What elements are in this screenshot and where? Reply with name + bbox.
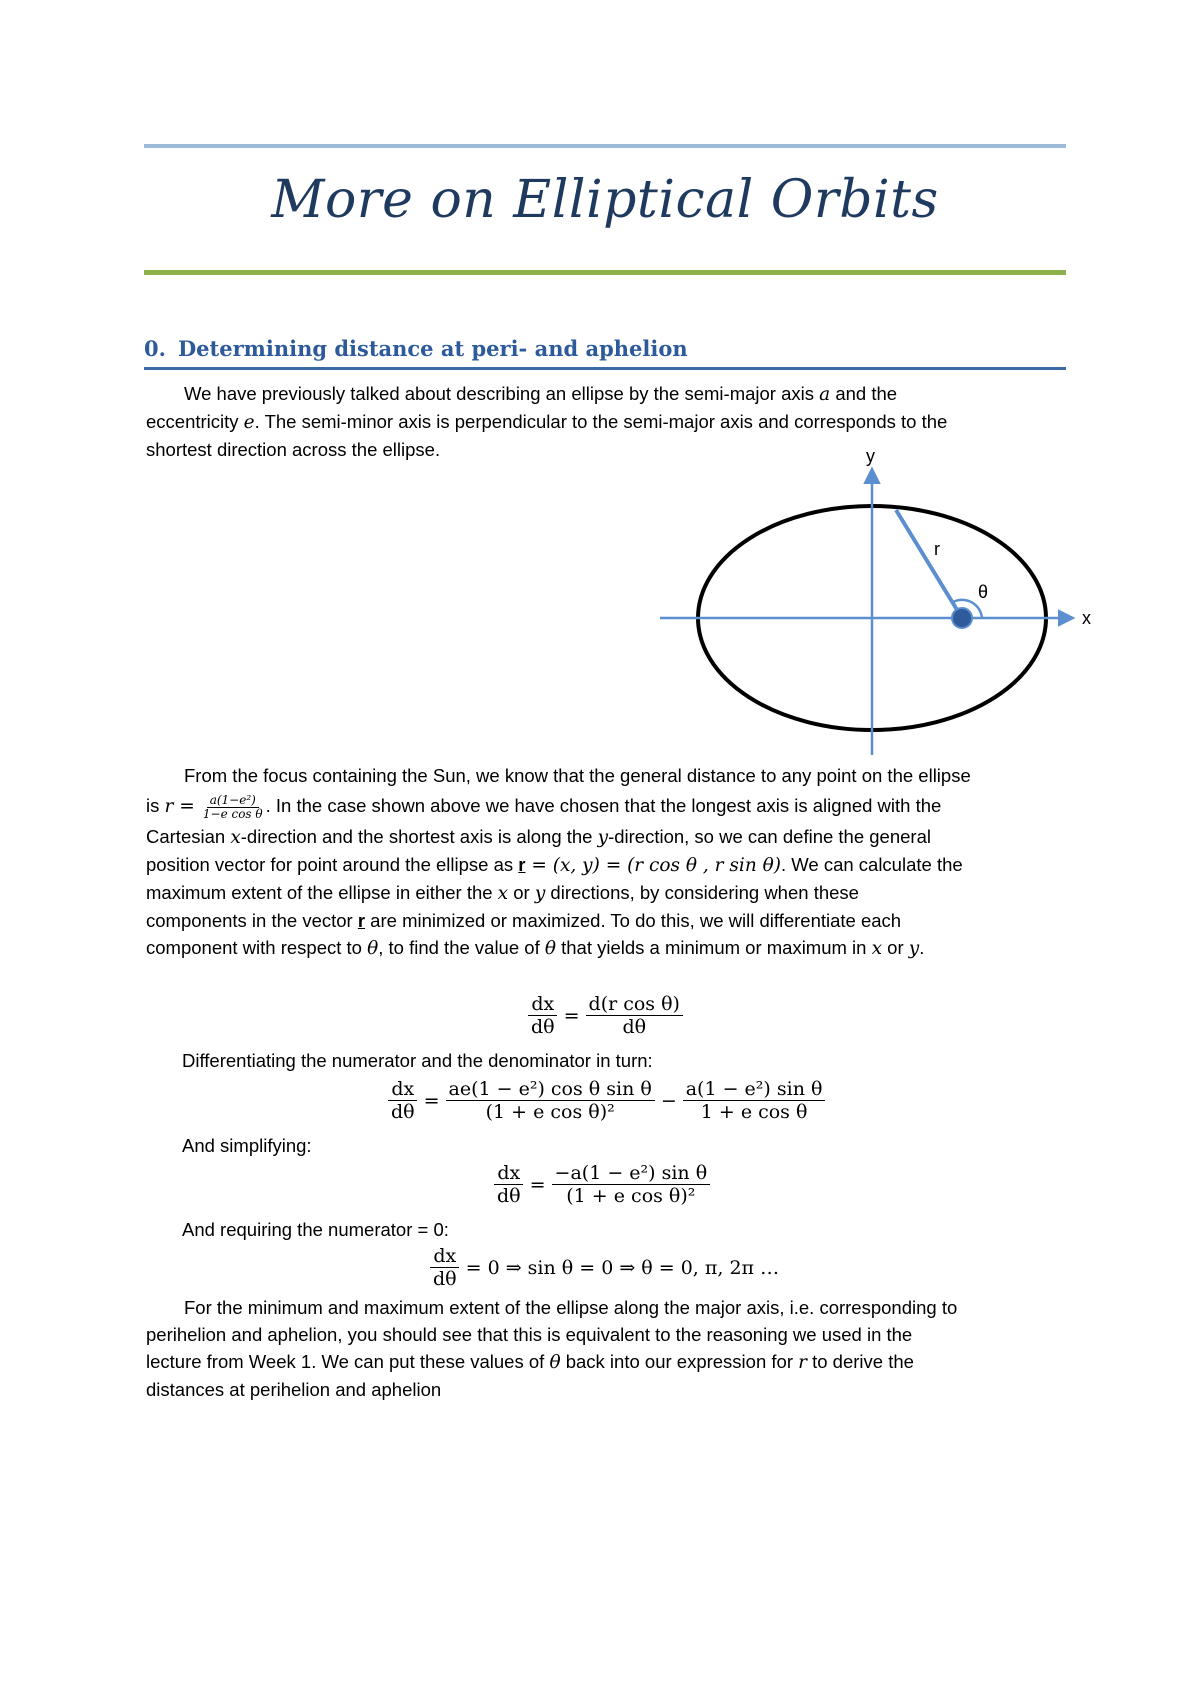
section-title: Determining distance at peri- and aphelion [177,336,688,361]
label-differentiating: Differentiating the numerator and the denominator in turn: [182,1050,653,1071]
page-title: More on Elliptical Orbits [271,170,939,230]
paragraph-position-vector: From the focus containing the Sun, we know that the general distance to any point on the ellipse is r = $\frac{\text{a(1−e²)}}{\text{1−e cos θ}}$ . In the case shown above we have chosen that the longest axis is aligned with the Cartesian x-direction and the shortest axis is along the y-direction, so we can define the general position vector for point around the ellipse as r = (x, y) = (r cos θ , r sin θ). We can calculate the maximum extent of the ellipse in either the x or y directions, by considering when these components in the vector r are minimized or maximized. To do this, we will differentiate each component with respect to θ, to find the value of θ that yields a minimum or maximum in x or y. [146,765,971,959]
y-axis-label: y [866,446,875,466]
r-label: r [934,539,940,559]
theta-label: θ [978,582,989,602]
paragraph-intro: We have previously talked about describing an ellipse by the semi-major axis a and the eccentricity e. The semi-minor axis is perpendicular to the semi-major axis and corresponds to the shortest direction across the ellipse. [146,383,948,460]
section-rule [144,367,1066,370]
paragraph-perihelion-aphelion: For the minimum and maximum extent of the ellipse along the major axis, i.e. corresponding to perihelion and aphelion, you should see that this is equivalent to the reasoning we used in the lecture from Week 1. We can put these values of θ back into our expression for r to derive the distances at perihelion and aphelion [146,1297,958,1400]
label-simplifying: And simplifying: [182,1135,312,1156]
ellipse-orbit-figure [640,440,1100,760]
label-requiring: And requiring the numerator = 0: [182,1219,449,1240]
top-rule [144,144,1066,148]
distance-fraction: $\frac{\text{a(1−e²)}}{\text{1−e cos θ}}$ [202,792,263,821]
equation-dx-dtheta: $\frac{dx}{d\theta}$ = $\frac{\text{d(r cos θ)}}{d\theta}$ [528,993,683,1038]
x-axis-label: x [1082,608,1091,628]
equation-differentiated: $\frac{dx}{d\theta}$ = $\frac{\text{ae(1 − e²) cos θ sin θ}}{\text{(1 + e cos θ)²}}$ − $\frac{\text{a(1 − e²) sin θ}}{\text{1 + e cos θ}}$ [388,1078,825,1123]
equation-simplified: $\frac{dx}{d\theta}$ = $\frac{\text{−a(1 − e²) sin θ}}{\text{(1 + e cos θ)²}}$ [494,1162,710,1207]
title-rule [144,270,1066,275]
section-number: 0. [144,336,166,361]
equation-numerator-zero: $\frac{dx}{d\theta}$ = 0 ⇒ sin θ = 0 ⇒ θ = 0, π, 2π … [430,1245,779,1290]
sun-icon [952,608,972,628]
radius-vector [896,510,962,618]
section-heading [144,336,1066,361]
